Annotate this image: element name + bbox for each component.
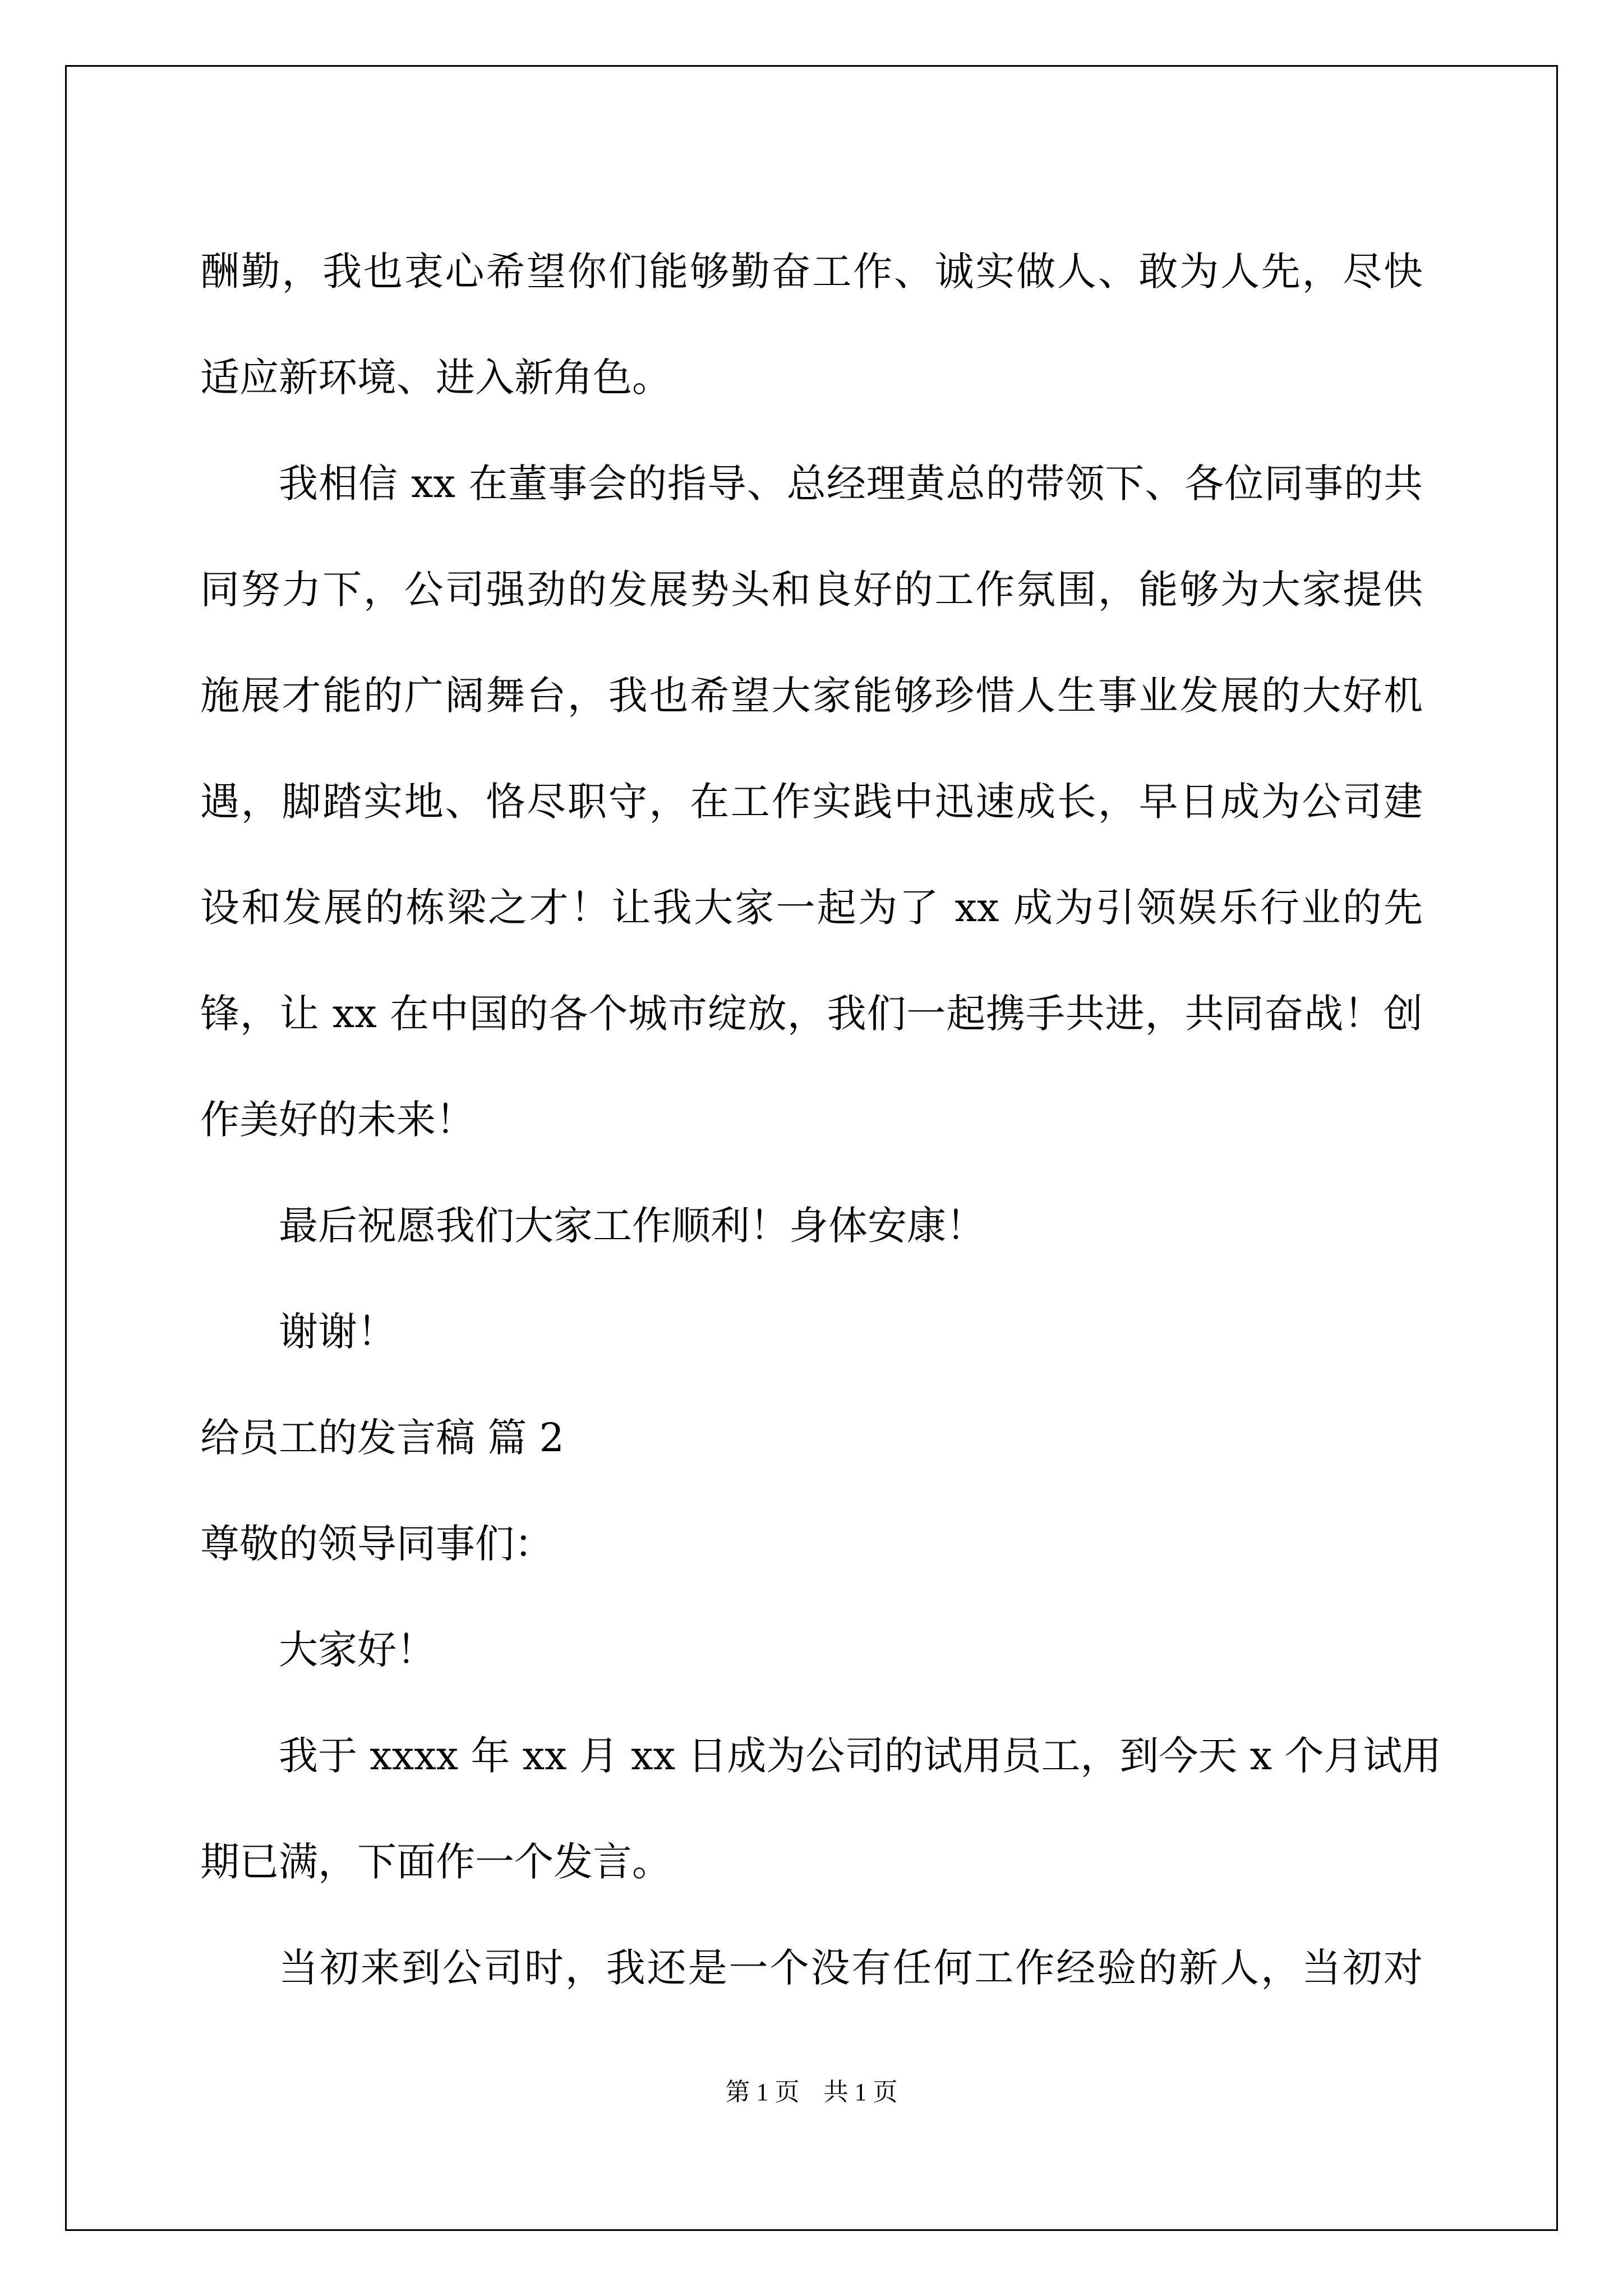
- page-number: 第 1 页: [725, 2078, 800, 2106]
- text-line: 我相信 xx 在董事会的指导、总经理黄总的带领下、各位同事的共: [279, 461, 1423, 507]
- text-line: 我于 xxxx 年 xx 月 xx 日成为公司的试用员工，到今天 x 个月试用: [279, 1733, 1442, 1779]
- text-line: 酬勤，我也衷心希望你们能够勤奋工作、诚实做人、敢为人先，尽快: [200, 249, 1423, 295]
- text-line: 遇，脚踏实地、恪尽职守，在工作实践中迅速成长，早日成为公司建: [200, 779, 1423, 825]
- text-line: 施展才能的广阔舞台，我也希望大家能够珍惜人生事业发展的大好机: [200, 673, 1423, 719]
- text-line: 锋，让 xx 在中国的各个城市绽放，我们一起携手共进，共同奋战！创: [200, 991, 1423, 1037]
- page-total: 共 1 页: [823, 2078, 898, 2106]
- text-line: 作美好的未来！: [200, 1097, 475, 1143]
- page-footer: [0, 2076, 1623, 2109]
- text-line: 谢谢！: [279, 1309, 396, 1355]
- document-body: [200, 219, 1442, 2021]
- greeting: 大家好！: [279, 1627, 436, 1673]
- text-line: 设和发展的栋梁之才！让我大家一起为了 xx 成为引领娱乐行业的先: [200, 885, 1423, 931]
- text-line: 适应新环境、进入新角色。: [200, 355, 671, 401]
- salutation: 尊敬的领导同事们：: [200, 1521, 554, 1567]
- text-line: 当初来到公司时，我还是一个没有任何工作经验的新人，当初对: [279, 1945, 1423, 1991]
- section-heading: 给员工的发言稿 篇 2: [200, 1415, 565, 1461]
- text-line: 最后祝愿我们大家工作顺利！身体安康！: [279, 1203, 985, 1249]
- text-line: 期已满，下面作一个发言。: [200, 1839, 671, 1885]
- text-line: 同努力下，公司强劲的发展势头和良好的工作氛围，能够为大家提供: [200, 567, 1423, 613]
